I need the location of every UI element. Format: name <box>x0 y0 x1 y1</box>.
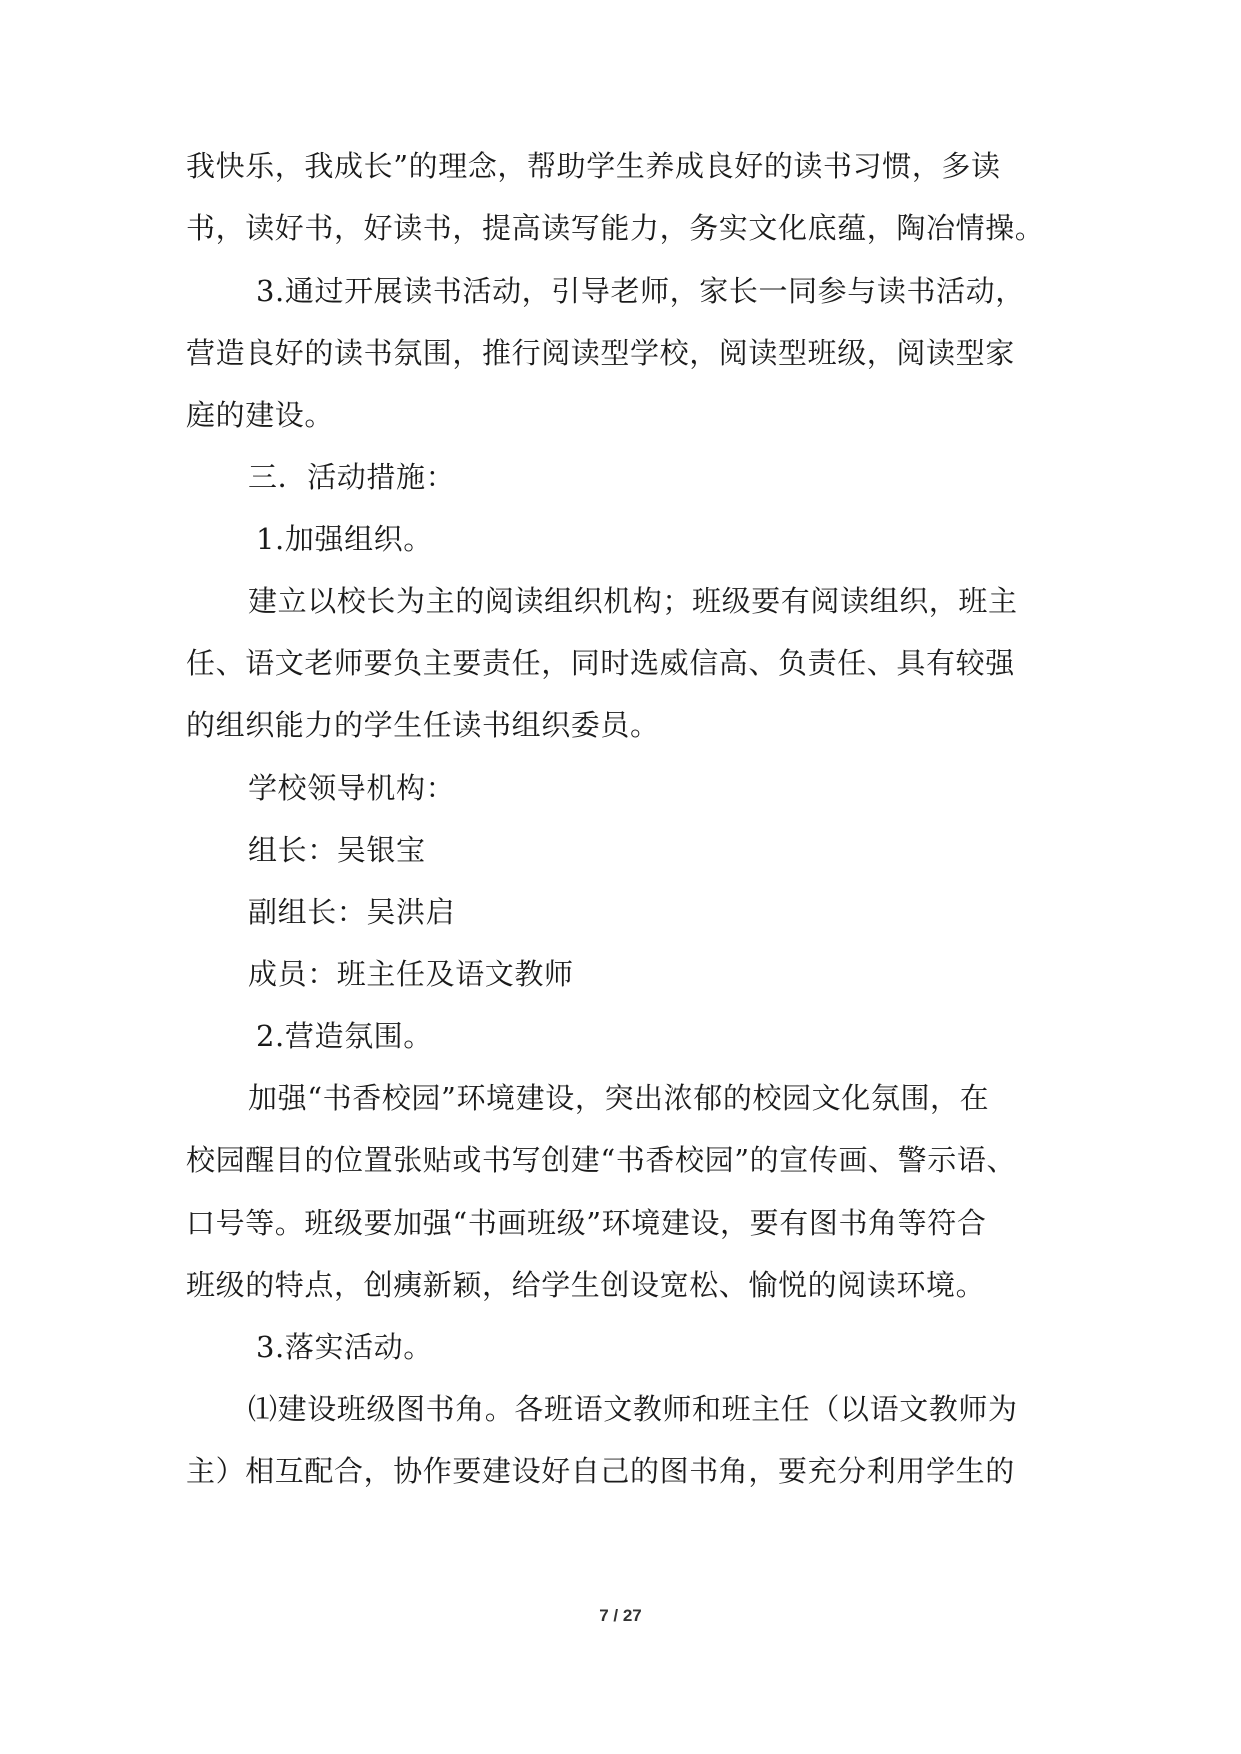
paragraph-line: 副组长：吴洪启 <box>248 895 456 929</box>
paragraph-line: 成员：班主任及语文教师 <box>248 957 574 991</box>
subsection-heading: 1.加强组织。 <box>256 522 433 556</box>
paragraph-line: 庭的建设。 <box>186 398 335 432</box>
paragraph-line: 校园醒目的位置张贴或书写创建“书香校园”的宣传画、警示语、 <box>186 1143 1017 1177</box>
paragraph-line: 任、语文老师要负主要责任，同时选威信高、负责任、具有较强 <box>186 646 1015 680</box>
paragraph-line: 我快乐，我成长”的理念，帮助学生养成良好的读书习惯，多读 <box>186 149 1001 183</box>
paragraph-line: 3.通过开展读书活动，引导老师，家长一同参与读书活动， <box>256 274 1025 308</box>
paragraph-line: 主）相互配合，协作要建设好自己的图书角，要充分利用学生的 <box>186 1454 1015 1488</box>
paragraph-line: 书，读好书，好读书，提高读写能力，务实文化底蕴，陶冶情操。 <box>186 211 1045 245</box>
paragraph-line: 学校领导机构： <box>248 771 456 805</box>
paragraph-line: 营造良好的读书氛围，推行阅读型学校，阅读型班级，阅读型家 <box>186 336 1015 370</box>
page-number: 7 / 27 <box>599 1606 642 1625</box>
paragraph-line: ⑴建设班级图书角。各班语文教师和班主任（以语文教师为 <box>248 1392 1018 1426</box>
paragraph-line: 组长：吴银宝 <box>248 833 426 867</box>
paragraph-line: 建立以校长为主的阅读组织机构；班级要有阅读组织，班主 <box>248 584 1018 618</box>
paragraph-line: 口号等。班级要加强“书画班级”环境建设，要有图书角等符合 <box>186 1206 987 1240</box>
subsection-heading: 2.营造氛围。 <box>256 1019 433 1053</box>
paragraph-line: 班级的特点，创痍新颖，给学生创设宽松、愉悦的阅读环境。 <box>186 1268 986 1302</box>
section-heading: 三．活动措施： <box>248 460 456 494</box>
subsection-heading: 3.落实活动。 <box>256 1330 433 1364</box>
paragraph-line: 加强“书香校园”环境建设，突出浓郁的校园文化氛围，在 <box>248 1081 990 1115</box>
paragraph-line: 的组织能力的学生任读书组织委员。 <box>186 708 660 742</box>
